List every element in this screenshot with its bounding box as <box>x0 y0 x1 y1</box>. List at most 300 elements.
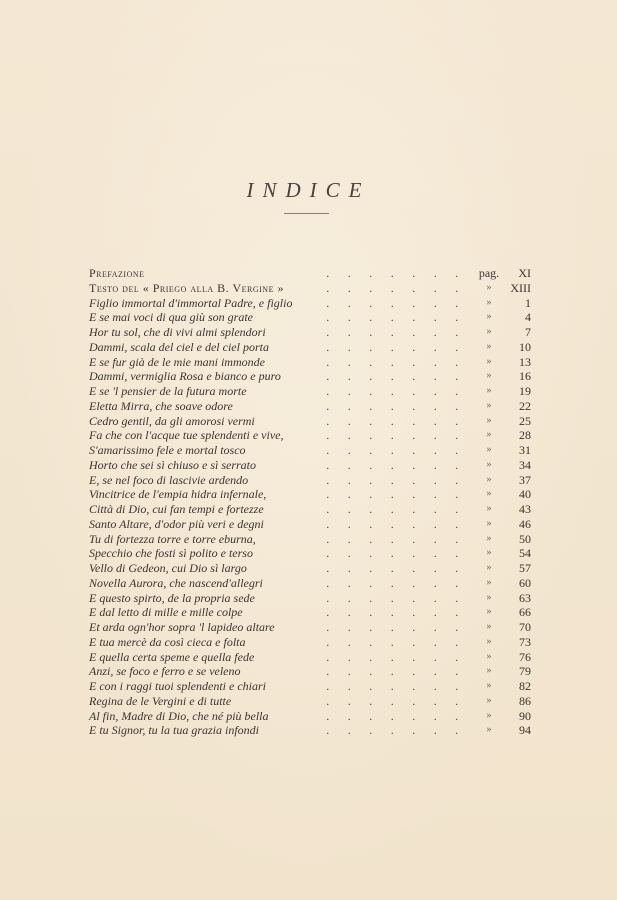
toc-entry-title: Hor tu sol, che di vivi almi splendori <box>89 325 266 339</box>
leader-dot: . <box>455 620 459 634</box>
leader-dot: . <box>326 620 330 634</box>
leader-dot: . <box>433 620 437 634</box>
leader-dot: . <box>412 561 416 575</box>
leader-dot: . <box>455 369 459 384</box>
toc-leader-dots <box>317 694 467 709</box>
leader-dot: . <box>433 428 437 443</box>
toc-entry <box>89 664 529 679</box>
leader-dot: . <box>412 428 416 443</box>
leader-dot: . <box>347 369 351 384</box>
leader-dot: . <box>326 502 330 516</box>
leader-dot: . <box>455 457 459 472</box>
toc-entry-title: E se 'l pensier de la futura morte <box>89 384 247 398</box>
toc-entry <box>89 576 529 591</box>
leader-dot: . <box>369 443 373 457</box>
toc-entry-title: Prefazione <box>89 266 145 280</box>
leader-dot: . <box>412 443 416 457</box>
leader-dot: . <box>433 605 437 620</box>
leader-dot: . <box>433 679 437 693</box>
ditto-mark: » <box>486 355 492 367</box>
leader-dot: . <box>347 590 351 605</box>
leader-dot: . <box>412 546 416 561</box>
leader-dot: . <box>369 649 373 664</box>
leader-dot: . <box>390 354 394 369</box>
toc-page-number: 79 <box>519 664 531 679</box>
toc-entry <box>89 355 529 370</box>
leader-dot: . <box>390 546 394 561</box>
leader-dot: . <box>390 310 394 325</box>
ditto-mark: » <box>486 458 492 470</box>
leader-dot: . <box>369 723 373 738</box>
toc-entry-title: Città di Dio, cui fan tempi e fortezze <box>89 502 264 516</box>
ditto-mark: » <box>486 621 492 632</box>
toc-leader-dots <box>317 281 467 296</box>
toc-entry-title: S'amarissimo fele e mortal tosco <box>89 443 246 457</box>
leader-dot: . <box>390 384 394 398</box>
ditto-mark: » <box>486 311 492 323</box>
ditto-mark: » <box>486 606 492 618</box>
leader-dot: . <box>455 679 459 693</box>
ditto-mark: » <box>486 517 492 529</box>
leader-dot: . <box>455 413 459 428</box>
leader-dot: . <box>326 693 330 708</box>
toc-page-number: 10 <box>519 339 531 354</box>
leader-dot: . <box>455 634 459 649</box>
leader-dot: . <box>347 561 351 575</box>
toc-entry-title: Vello di Gedeon, cui Dio sì largo <box>89 561 247 575</box>
leader-dot: . <box>412 679 416 693</box>
ditto-mark: » <box>486 665 492 677</box>
toc-entry <box>89 340 529 355</box>
leader-dot: . <box>433 384 437 398</box>
toc-entry <box>89 473 529 488</box>
toc-page-number: XI <box>518 266 531 280</box>
leader-dot: . <box>455 443 459 457</box>
leader-dot: . <box>369 531 373 546</box>
toc-entry-title: E tua mercè da così cieca e folta <box>89 634 246 649</box>
leader-dot: . <box>369 620 373 634</box>
leader-dot: . <box>455 516 459 531</box>
leader-dot: . <box>455 295 459 310</box>
toc-entry-title: Anzi, se foco e ferro e se veleno <box>89 664 241 679</box>
leader-dot: . <box>369 693 373 708</box>
leader-dot: . <box>347 575 351 590</box>
leader-dot: . <box>455 531 459 546</box>
title-divider <box>284 213 329 214</box>
leader-dot: . <box>347 472 351 487</box>
leader-dot: . <box>369 605 373 620</box>
toc-page-number: 16 <box>519 369 531 384</box>
leader-dot: . <box>412 502 416 516</box>
leader-dot: . <box>347 384 351 398</box>
leader-dot: . <box>326 310 330 325</box>
leader-dot: . <box>455 693 459 708</box>
leader-dot: . <box>326 531 330 546</box>
leader-dot: . <box>455 723 459 738</box>
toc-leader-dots <box>317 266 467 281</box>
leader-dot: . <box>455 546 459 561</box>
leader-dot: . <box>369 354 373 369</box>
leader-dot: . <box>369 428 373 443</box>
toc-entry-title: E se fur già de le mie mani immonde <box>89 354 265 369</box>
toc-entry <box>89 546 529 561</box>
leader-dot: . <box>369 398 373 413</box>
toc-entry <box>89 591 529 606</box>
toc-entry <box>89 679 529 694</box>
toc-entry <box>89 517 529 532</box>
leader-dot: . <box>412 369 416 384</box>
leader-dot: . <box>390 502 394 516</box>
ditto-mark: » <box>486 444 492 455</box>
leader-dot: . <box>455 649 459 664</box>
leader-dot: . <box>433 339 437 354</box>
toc-leader-dots <box>317 399 467 414</box>
toc-leader-dots <box>317 384 467 399</box>
toc-page-number: 28 <box>519 428 531 443</box>
toc-page-number: 37 <box>519 472 531 487</box>
leader-dot: . <box>326 339 330 354</box>
ditto-mark: » <box>486 414 492 426</box>
leader-dot: . <box>390 693 394 708</box>
leader-dot: . <box>347 620 351 634</box>
toc-leader-dots <box>317 620 467 635</box>
leader-dot: . <box>390 679 394 693</box>
leader-dot: . <box>412 620 416 634</box>
leader-dot: . <box>390 664 394 679</box>
toc-entry <box>89 723 529 738</box>
ditto-mark: » <box>486 709 492 721</box>
leader-dot: . <box>433 546 437 561</box>
leader-dot: . <box>347 428 351 443</box>
leader-dot: . <box>412 487 416 502</box>
leader-dot: . <box>347 502 351 516</box>
toc-leader-dots <box>317 487 467 502</box>
toc-page-number: 73 <box>519 634 531 649</box>
leader-dot: . <box>412 266 416 280</box>
toc-page-number: 50 <box>519 531 531 546</box>
leader-dot: . <box>412 634 416 649</box>
leader-dot: . <box>347 354 351 369</box>
leader-dot: . <box>412 354 416 369</box>
leader-dot: . <box>347 266 351 280</box>
leader-dot: . <box>326 723 330 738</box>
leader-dot: . <box>347 546 351 561</box>
leader-dot: . <box>369 487 373 502</box>
leader-dot: . <box>369 369 373 384</box>
leader-dot: . <box>326 575 330 590</box>
toc-entry <box>89 369 529 384</box>
leader-dot: . <box>369 575 373 590</box>
leader-dot: . <box>455 664 459 679</box>
toc-entry-title: Testo del « Priego alla B. Vergine » <box>89 280 284 295</box>
leader-dot: . <box>433 266 437 280</box>
leader-dot: . <box>326 413 330 428</box>
leader-dot: . <box>326 487 330 502</box>
toc-leader-dots <box>317 546 467 561</box>
leader-dot: . <box>369 561 373 575</box>
toc-page-number: 82 <box>519 679 531 693</box>
leader-dot: . <box>326 457 330 472</box>
toc-leader-dots <box>317 576 467 591</box>
leader-dot: . <box>433 413 437 428</box>
leader-dot: . <box>433 502 437 516</box>
leader-dot: . <box>347 605 351 620</box>
toc-page-number: 34 <box>519 457 531 472</box>
toc-leader-dots <box>317 355 467 370</box>
leader-dot: . <box>390 723 394 738</box>
toc-entry <box>89 458 529 473</box>
leader-dot: . <box>455 502 459 516</box>
leader-dot: . <box>326 295 330 310</box>
leader-dot: . <box>347 325 351 339</box>
toc-entry <box>89 487 529 502</box>
leader-dot: . <box>455 280 459 295</box>
toc-entry-title: Santo Altare, d'odor più veri e degni <box>89 516 264 531</box>
leader-dot: . <box>390 531 394 546</box>
leader-dot: . <box>390 369 394 384</box>
ditto-mark: » <box>486 503 492 514</box>
leader-dot: . <box>412 325 416 339</box>
toc-entry <box>89 384 529 399</box>
toc-page-number: 4 <box>525 310 531 325</box>
leader-dot: . <box>326 384 330 398</box>
leader-dot: . <box>326 472 330 487</box>
toc-leader-dots <box>317 310 467 325</box>
leader-dot: . <box>326 428 330 443</box>
toc-entry <box>89 414 529 429</box>
toc-page-number: 7 <box>525 325 531 339</box>
ditto-mark: » <box>486 591 492 603</box>
leader-dot: . <box>369 502 373 516</box>
leader-dot: . <box>326 590 330 605</box>
leader-dot: . <box>433 575 437 590</box>
toc-entry <box>89 502 529 517</box>
toc-leader-dots <box>317 340 467 355</box>
page-abbreviation: pag. <box>478 266 500 280</box>
leader-dot: . <box>412 384 416 398</box>
toc-entry <box>89 650 529 665</box>
leader-dot: . <box>369 384 373 398</box>
leader-dot: . <box>369 546 373 561</box>
leader-dot: . <box>390 266 394 280</box>
leader-dot: . <box>326 679 330 693</box>
leader-dot: . <box>433 487 437 502</box>
leader-dot: . <box>369 634 373 649</box>
leader-dot: . <box>455 325 459 339</box>
leader-dot: . <box>369 457 373 472</box>
ditto-mark: » <box>486 532 492 544</box>
leader-dot: . <box>412 472 416 487</box>
leader-dot: . <box>412 310 416 325</box>
leader-dot: . <box>433 295 437 310</box>
ditto-mark: » <box>486 488 492 500</box>
toc-entry-title: Al fin, Madre di Dio, che né più bella <box>89 708 269 723</box>
leader-dot: . <box>369 280 373 295</box>
ditto-mark: » <box>486 547 492 559</box>
leader-dot: . <box>412 708 416 723</box>
toc-page-number: 70 <box>519 620 531 634</box>
toc-entry-title: Regina de le Vergini e di tutte <box>89 693 232 708</box>
leader-dot: . <box>433 531 437 546</box>
ditto-mark: » <box>486 473 492 485</box>
leader-dot: . <box>455 708 459 723</box>
toc-entry-title: Dammi, vermiglia Rosa e bianco e puro <box>89 369 281 384</box>
leader-dot: . <box>326 649 330 664</box>
leader-dot: . <box>326 634 330 649</box>
toc-page-number: 43 <box>519 502 531 516</box>
leader-dot: . <box>347 487 351 502</box>
leader-dot: . <box>433 723 437 738</box>
leader-dot: . <box>412 649 416 664</box>
toc-leader-dots <box>317 605 467 620</box>
leader-dot: . <box>390 280 394 295</box>
leader-dot: . <box>347 443 351 457</box>
leader-dot: . <box>347 664 351 679</box>
leader-dot: . <box>433 457 437 472</box>
toc-entry <box>89 266 529 281</box>
toc-leader-dots <box>317 325 467 340</box>
leader-dot: . <box>455 354 459 369</box>
leader-dot: . <box>433 634 437 649</box>
leader-dot: . <box>412 339 416 354</box>
leader-dot: . <box>412 295 416 310</box>
leader-dot: . <box>433 369 437 384</box>
leader-dot: . <box>455 590 459 605</box>
toc-entry <box>89 605 529 620</box>
ditto-mark: » <box>486 724 492 736</box>
toc-page-number: 46 <box>519 516 531 531</box>
leader-dot: . <box>347 649 351 664</box>
toc-entry <box>89 281 529 296</box>
toc-entry-title: Et arda ogn'hor sopra 'l lapideo altare <box>89 620 275 634</box>
leader-dot: . <box>455 310 459 325</box>
toc-page-number: 54 <box>519 546 531 561</box>
leader-dot: . <box>455 398 459 413</box>
ditto-mark: » <box>486 680 492 691</box>
toc-page-number: 90 <box>519 708 531 723</box>
toc-leader-dots <box>317 709 467 724</box>
toc-entry <box>89 310 529 325</box>
leader-dot: . <box>369 325 373 339</box>
leader-dot: . <box>390 325 394 339</box>
leader-dot: . <box>455 605 459 620</box>
toc-leader-dots <box>317 473 467 488</box>
leader-dot: . <box>390 605 394 620</box>
leader-dot: . <box>369 413 373 428</box>
toc-leader-dots <box>317 428 467 443</box>
leader-dot: . <box>390 487 394 502</box>
ditto-mark: » <box>486 340 492 352</box>
leader-dot: . <box>369 590 373 605</box>
leader-dot: . <box>433 664 437 679</box>
leader-dot: . <box>390 472 394 487</box>
leader-dot: . <box>347 310 351 325</box>
table-of-contents <box>89 266 529 738</box>
leader-dot: . <box>326 369 330 384</box>
leader-dot: . <box>433 310 437 325</box>
toc-page-number: 1 <box>525 295 531 310</box>
leader-dot: . <box>369 708 373 723</box>
toc-entry-title: Eletta Mirra, che soave odore <box>89 398 233 413</box>
leader-dot: . <box>390 457 394 472</box>
ditto-mark: » <box>486 370 492 382</box>
toc-entry-title: E quella certa speme e quella fede <box>89 649 255 664</box>
toc-page-number: 76 <box>519 649 531 664</box>
toc-leader-dots <box>317 458 467 473</box>
leader-dot: . <box>412 516 416 531</box>
toc-entry-title: E con i raggi tuoi splendenti e chiari <box>89 679 266 693</box>
toc-entry <box>89 620 529 635</box>
leader-dot: . <box>390 561 394 575</box>
leader-dot: . <box>390 295 394 310</box>
leader-dot: . <box>347 531 351 546</box>
toc-leader-dots <box>317 679 467 694</box>
toc-leader-dots <box>317 517 467 532</box>
leader-dot: . <box>455 487 459 502</box>
leader-dot: . <box>369 339 373 354</box>
leader-dot: . <box>369 679 373 693</box>
leader-dot: . <box>412 575 416 590</box>
leader-dot: . <box>390 575 394 590</box>
leader-dot: . <box>390 516 394 531</box>
toc-leader-dots <box>317 664 467 679</box>
toc-entry-title: Tu di fortezza torre e torre eburna, <box>89 531 256 546</box>
toc-leader-dots <box>317 414 467 429</box>
toc-page-number: 22 <box>519 398 531 413</box>
toc-entry-title: Fa che con l'acque tue splendenti e vive, <box>89 428 284 443</box>
toc-entry-title: E, se nel foco di lascivie ardendo <box>89 472 249 487</box>
page-title: INDICE <box>246 178 371 202</box>
toc-entry-title: Vincitrice de l'empia hidra infernale, <box>89 487 267 502</box>
toc-page-number: 60 <box>519 575 531 590</box>
leader-dot: . <box>369 664 373 679</box>
toc-entry-title: Figlio immortal d'immortal Padre, e figlio <box>89 295 293 310</box>
ditto-mark: » <box>486 694 492 706</box>
leader-dot: . <box>347 413 351 428</box>
leader-dot: . <box>433 354 437 369</box>
leader-dot: . <box>326 325 330 339</box>
leader-dot: . <box>326 398 330 413</box>
toc-leader-dots <box>317 650 467 665</box>
toc-entry-title: E tu Signor, tu la tua grazia infondi <box>89 723 260 738</box>
leader-dot: . <box>433 443 437 457</box>
leader-dot: . <box>326 605 330 620</box>
toc-entry-title: Specchio che fosti sì polito e terso <box>89 546 253 561</box>
ditto-mark: » <box>486 650 492 662</box>
toc-entry <box>89 325 529 340</box>
toc-page-number: 86 <box>519 693 531 708</box>
toc-leader-dots <box>317 635 467 650</box>
toc-entry <box>89 532 529 547</box>
toc-leader-dots <box>317 561 467 576</box>
leader-dot: . <box>390 398 394 413</box>
leader-dot: . <box>433 280 437 295</box>
leader-dot: . <box>433 693 437 708</box>
toc-entry <box>89 694 529 709</box>
leader-dot: . <box>347 398 351 413</box>
leader-dot: . <box>433 649 437 664</box>
leader-dot: . <box>455 266 459 280</box>
ditto-mark: » <box>486 296 492 308</box>
leader-dot: . <box>369 295 373 310</box>
toc-page-number: 13 <box>519 354 531 369</box>
toc-page-number: 94 <box>519 723 531 738</box>
leader-dot: . <box>412 457 416 472</box>
toc-entry-title: E se mai voci di qua giù son grate <box>89 310 253 325</box>
leader-dot: . <box>433 516 437 531</box>
leader-dot: . <box>455 428 459 443</box>
toc-leader-dots <box>317 502 467 517</box>
